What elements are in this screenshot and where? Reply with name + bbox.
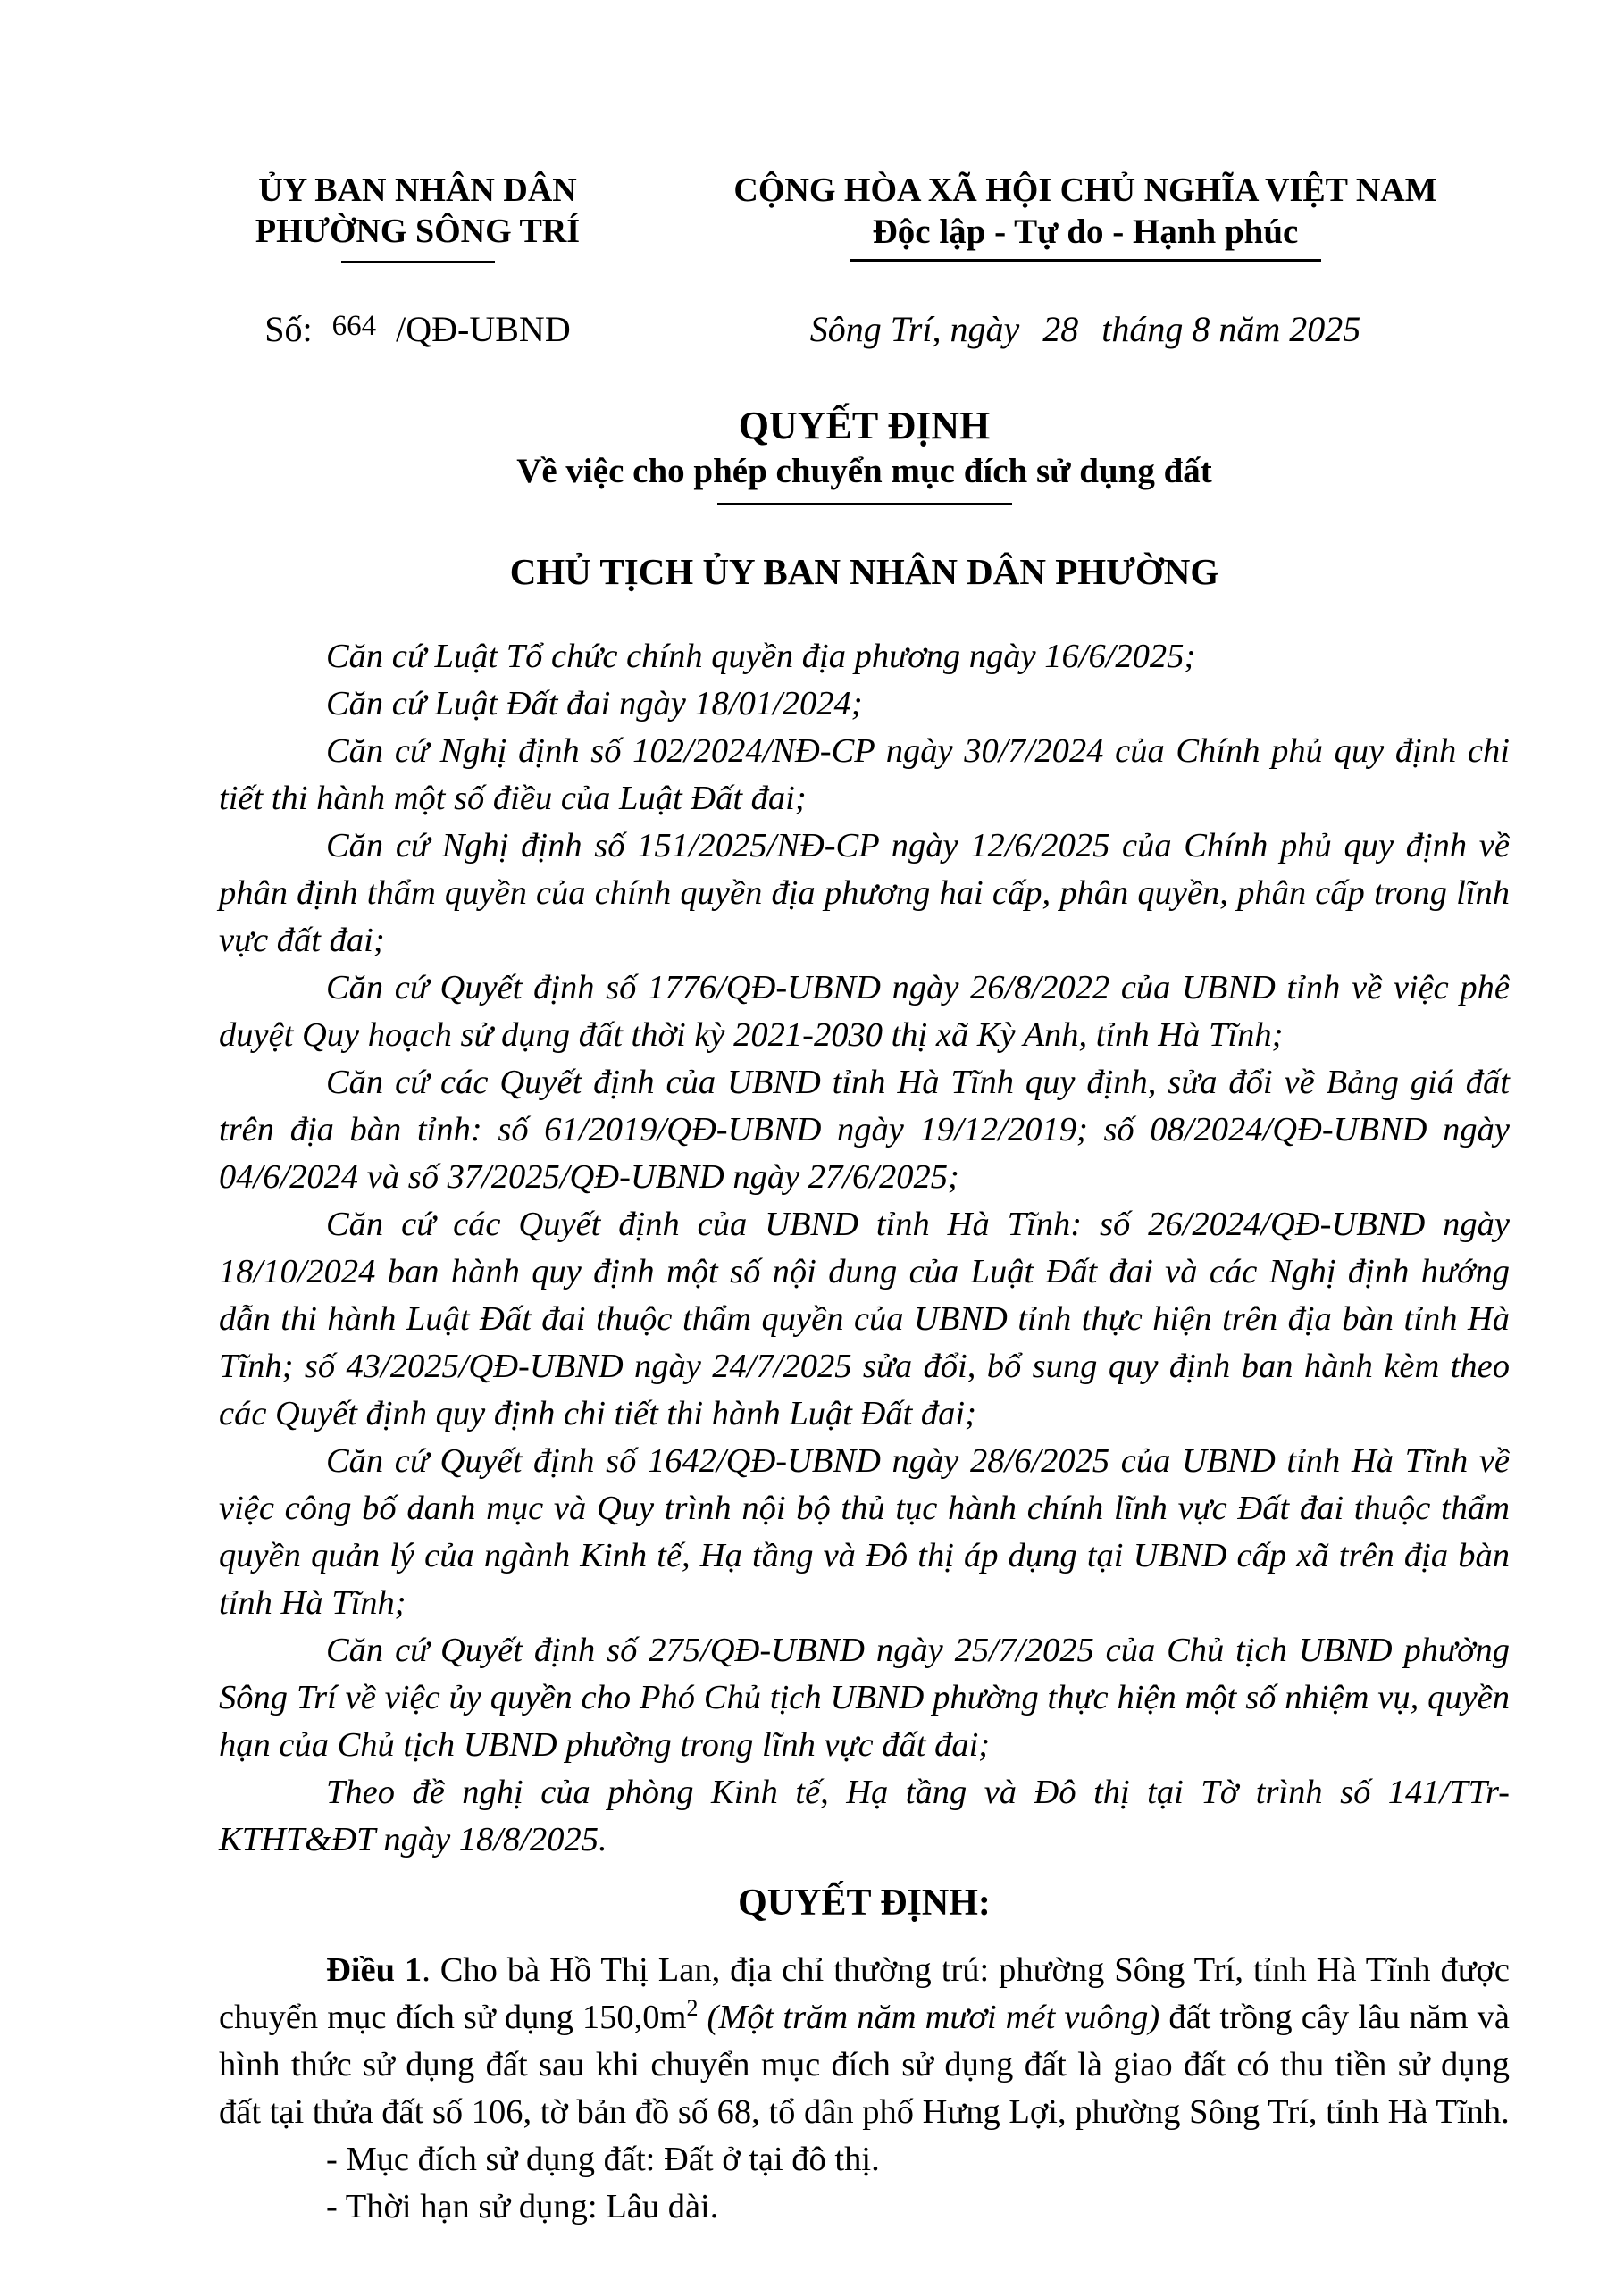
cite-paragraph: Theo đề nghị của phòng Kinh tế, Hạ tầng và Đô thị tại Tờ trình số 141/TTr-KTHT&ĐT ngày 18/8/2025. — [219, 1774, 1510, 1858]
article-1-text-part1: . Cho bà Hồ Thị Lan, địa chỉ thường trú: phường Sông Trí, tỉnh Hà Tĩnh được chuyển mục đích sử dụng 150,0m — [219, 1951, 1511, 2036]
cite-paragraph: Căn cứ Luật Đất đai ngày 18/01/2024; — [326, 685, 863, 722]
doc-subtitle: Về việc cho phép chuyển mục đích sử dụng đất — [516, 452, 1212, 490]
doc-number-suffix: /QĐ-UBND — [396, 309, 571, 349]
cite-paragraph: Căn cứ các Quyết định của UBND tỉnh Hà Tĩnh quy định, sửa đổi về Bảng giá đất trên địa bàn tỉnh: số 61/2019/QĐ-UBND ngày 19/12/2019; số 08/2024/QĐ-UBND ngày 04/6/2024 và số 37/2025/QĐ-UBND ngày 27/6/2025; — [219, 1064, 1510, 1196]
issuing-org-name-line2: PHƯỜNG SÔNG TRÍ — [255, 213, 581, 250]
square-meter-superscript: 2 — [686, 1995, 699, 2022]
issuing-authority-title: CHỦ TỊCH ỦY BAN NHÂN DÂN PHƯỜNG — [509, 551, 1219, 592]
issuing-org-underline — [341, 261, 495, 263]
place-date-prefix: Sông Trí, ngày — [809, 309, 1020, 349]
doc-number-label: Số: — [264, 309, 313, 349]
national-motto-line: Độc lập - Tự do - Hạnh phúc — [872, 213, 1299, 251]
place-date-suffix: tháng 8 năm 2025 — [1101, 309, 1361, 349]
article-1-paragraph — [219, 1947, 1510, 2136]
doc-number-value: 664 — [331, 310, 377, 342]
cite-paragraph: Căn cứ Quyết định số 275/QĐ-UBND ngày 25/7/2025 của Chủ tịch UBND phường Sông Trí về việc ủy quyền cho Phó Chủ tịch UBND phường thực hiện một số nhiệm vụ, quyền hạn của Chủ tịch UBND phường trong lĩnh vực đất đai; — [219, 1632, 1510, 1764]
cite-paragraph: Căn cứ Nghị định số 151/2025/NĐ-CP ngày 12/6/2025 của Chính phủ quy định về phân định thẩm quyền của chính quyền địa phương hai cấp, phân quyền, phân cấp trong lĩnh vực đất đai; — [219, 827, 1510, 959]
land-use-purpose-line: - Mục đích sử dụng đất: Đất ở tại đô thị. — [326, 2141, 880, 2178]
document-header — [219, 170, 1510, 263]
cite-paragraph: Căn cứ Luật Tổ chức chính quyền địa phương ngày 16/6/2025; — [326, 638, 1196, 675]
article-1-text-part2: đất trồng cây lâu năm và hình thức sử dụng đất sau khi chuyển mục đích sử dụng đất là giao đất có thu tiền sử dụng đất tại thửa đất số 106, tờ bản đồ số 68, tổ dân phố Hưng Lợi, phường Sông Trí, tỉnh Hà Tĩnh. — [219, 1999, 1510, 2131]
number-date-row — [219, 308, 1510, 354]
title-block — [219, 403, 1510, 505]
article-1-label: Điều 1 — [326, 1951, 423, 1989]
doc-title: QUYẾT ĐỊNH — [738, 404, 991, 447]
place-date-day: 28 — [1042, 309, 1079, 349]
decision-heading: QUYẾT ĐỊNH: — [738, 1883, 991, 1924]
cite-paragraph: Căn cứ Nghị định số 102/2024/NĐ-CP ngày 30/7/2024 của Chính phủ quy định chi tiết thi hành một số điều của Luật Đất đai; — [219, 732, 1510, 817]
national-heading-block — [701, 170, 1469, 262]
land-use-term-line: - Thời hạn sử dụng: Lâu dài. — [326, 2188, 719, 2225]
issuing-org-block — [219, 170, 616, 263]
national-motto-underline — [850, 259, 1321, 262]
preamble-section — [219, 633, 1510, 1864]
cite-paragraph: Căn cứ các Quyết định của UBND tỉnh Hà Tĩnh: số 26/2024/QĐ-UBND ngày 18/10/2024 ban hành quy định một số nội dung của Luật Đất đai và các Nghị định hướng dẫn thi hành Luật Đất đai thuộc thẩm quyền của UBND tỉnh thực hiện trên địa bàn tỉnh Hà Tĩnh; số 43/2025/QĐ-UBND ngày 24/7/2025 sửa đổi, bổ sung quy định ban hành kèm theo các Quyết định quy định chi tiết thi hành Luật Đất đai; — [219, 1206, 1510, 1432]
doc-subtitle-underline — [717, 503, 1012, 505]
cite-paragraph: Căn cứ Quyết định số 1642/QĐ-UBND ngày 28/6/2025 của UBND tỉnh Hà Tĩnh về việc công bố danh mục và Quy trình nội bộ thủ tục hành chính lĩnh vực Đất đai thuộc thẩm quyền quản lý của ngành Kinh tế, Hạ tầng và Đô thị áp dụng tại UBND cấp xã trên địa bàn tỉnh Hà Tĩnh; — [219, 1442, 1510, 1622]
national-name-line: CỘNG HÒA XÃ HỘI CHỦ NGHĨA VIỆT NAM — [733, 171, 1437, 209]
cite-paragraph: Căn cứ Quyết định số 1776/QĐ-UBND ngày 26/8/2022 của UBND tỉnh về việc phê duyệt Quy hoạch sử dụng đất thời kỳ 2021-2030 thị xã Kỳ Anh, tỉnh Hà Tĩnh; — [219, 969, 1510, 1054]
area-in-words-note: (Một trăm năm mươi mét vuông) — [698, 1999, 1169, 2036]
issuing-org-name-line1: ỦY BAN NHÂN DÂN — [258, 171, 577, 209]
place-date-line — [701, 308, 1469, 354]
doc-number-line — [219, 308, 616, 354]
